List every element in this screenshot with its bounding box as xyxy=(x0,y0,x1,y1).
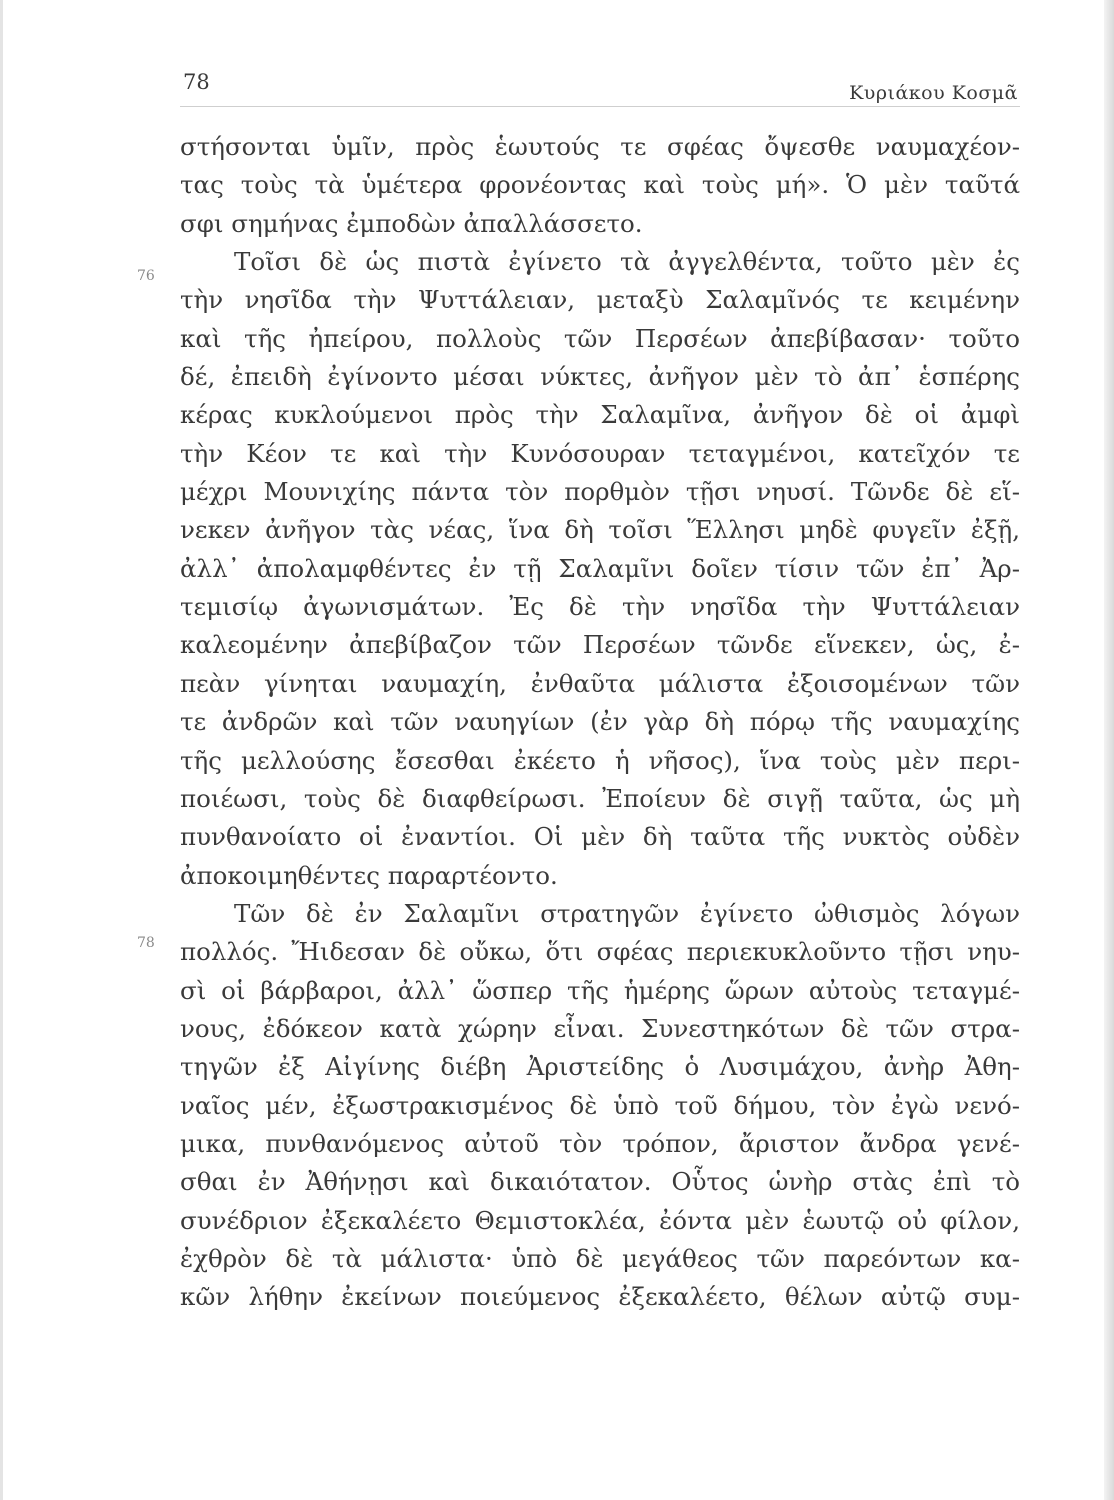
text-line: πολλός. Ἤιδεσαν δὲ οὔκω, ὅτι σφέας περιεκυκλοῦντο τῇσι νηυ- xyxy=(180,937,1020,967)
text-line: κέρας κυκλούμενοι πρὸς τὴν Σαλαμῖνα, ἀνῆγον δὲ οἱ ἀμφὶ xyxy=(180,400,1020,430)
text-line: νεκεν ἀνῆγον τὰς νέας, ἵνα δὴ τοῖσι Ἕλλησι μηδὲ φυγεῖν ἐξῇ, xyxy=(180,515,1020,545)
header-rule xyxy=(180,106,1020,107)
body-text xyxy=(180,128,1020,1317)
margin-section-number: 76 xyxy=(137,268,155,284)
text-line: πεὰν γίνηται ναυμαχίη, ἐνθαῦτα μάλιστα ἐξοισομένων τῶν xyxy=(180,668,1020,698)
text-line: σφι σημήνας ἐμποδὼν ἀπαλλάσσετο. xyxy=(180,208,643,238)
text-line: ἀλλ᾽ ἀπολαμφθέντες ἐν τῇ Σαλαμῖνι δοῖεν τίσιν τῶν ἐπ᾽ Ἀρ- xyxy=(180,553,1020,583)
text-line: σὶ οἱ βάρβαροι, ἀλλ᾽ ὥσπερ τῆς ἡμέρης ὥρων αὐτοὺς τεταγμέ- xyxy=(180,975,1020,1005)
text-line: δέ, ἐπειδὴ ἐγίνοντο μέσαι νύκτες, ἀνῆγον μὲν τὸ ἀπ᾽ ἑσπέρης xyxy=(180,362,1020,392)
scan-edge-left xyxy=(0,0,3,1500)
margin-section-number: 78 xyxy=(137,935,155,951)
text-line: μέχρι Μουνιχίης πάντα τὸν πορθμὸν τῇσι νηυσί. Τῶνδε δὲ εἵ- xyxy=(180,477,1020,507)
text-line: τηγῶν ἐξ Αἰγίνης διέβη Ἀριστείδης ὁ Λυσιμάχου, ἀνὴρ Ἀθη- xyxy=(180,1052,1020,1082)
text-line: τὴν Κέον τε καὶ τὴν Κυνόσουραν τεταγμένοι, κατεῖχόν τε xyxy=(180,438,1020,468)
page-number: 78 xyxy=(183,70,210,94)
running-title: Κυριάκου Κοσμᾶ xyxy=(849,82,1018,104)
text-line: τας τοὺς τὰ ὑμέτερα φρονέοντας καὶ τοὺς μή». Ὁ μὲν ταῦτά xyxy=(180,170,1020,200)
paragraph-start-line: Τοῖσι δὲ ὡς πιστὰ ἐγίνετο τὰ ἀγγελθέντα, τοῦτο μὲν ἐς xyxy=(234,247,1020,277)
text-line: τεμισίῳ ἀγωνισμάτων. Ἐς δὲ τὴν νησῖδα τὴν Ψυττάλειαν xyxy=(180,592,1020,622)
text-line: τῆς μελλούσης ἔσεσθαι ἐκέετο ἡ νῆσος), ἵνα τοὺς μὲν περι- xyxy=(180,745,1020,775)
text-line: συνέδριον ἐξεκαλέετο Θεμιστοκλέα, ἐόντα μὲν ἑωυτῷ οὐ φίλον, xyxy=(180,1205,1020,1235)
text-line: ἐχθρὸν δὲ τὰ μάλιστα· ὑπὸ δὲ μεγάθεος τῶν παρεόντων κα- xyxy=(180,1243,1020,1273)
text-line: ποιέωσι, τοὺς δὲ διαφθείρωσι. Ἐποίευν δὲ σιγῇ ταῦτα, ὡς μὴ xyxy=(180,783,1020,813)
text-line: κῶν λήθην ἐκείνων ποιεύμενος ἐξεκαλέετο, θέλων αὐτῷ συμ- xyxy=(180,1282,1020,1312)
text-line: μικα, πυνθανόμενος αὐτοῦ τὸν τρόπον, ἄριστον ἄνδρα γενέ- xyxy=(180,1128,1020,1158)
text-line: ἀποκοιμηθέντες παραρτέοντο. xyxy=(180,860,558,890)
text-line: τὴν νησῖδα τὴν Ψυττάλειαν, μεταξὺ Σαλαμῖνός τε κειμένην xyxy=(180,285,1020,315)
text-line: νους, ἐδόκεον κατὰ χώρην εἶναι. Συνεστηκότων δὲ τῶν στρα- xyxy=(180,1013,1020,1043)
text-line: πυνθανοίατο οἱ ἐναντίοι. Οἱ μὲν δὴ ταῦτα τῆς νυκτὸς οὐδὲν xyxy=(180,822,1020,852)
paragraph-start-line: Τῶν δὲ ἐν Σαλαμῖνι στρατηγῶν ἐγίνετο ὠθισμὸς λόγων xyxy=(234,898,1020,928)
text-line: τε ἀνδρῶν καὶ τῶν ναυηγίων (ἐν γὰρ δὴ πόρῳ τῆς ναυμαχίης xyxy=(180,707,1020,737)
text-line: σθαι ἐν Ἀθήνῃσι καὶ δικαιότατον. Οὗτος ὡνὴρ στὰς ἐπὶ τὸ xyxy=(180,1167,1020,1197)
scan-edge-right xyxy=(1104,0,1114,1500)
text-line: ναῖος μέν, ἐξωστρακισμένος δὲ ὑπὸ τοῦ δήμου, τὸν ἐγὼ νενό- xyxy=(180,1090,1020,1120)
text-line: στήσονται ὑμῖν, πρὸς ἑωυτούς τε σφέας ὄψεσθε ναυμαχέον- xyxy=(180,132,1020,161)
text-line: καλεομένην ἀπεβίβαζον τῶν Περσέων τῶνδε εἵνεκεν, ὡς, ἐ- xyxy=(180,630,1020,660)
text-line: καὶ τῆς ἠπείρου, πολλοὺς τῶν Περσέων ἀπεβίβασαν· τοῦτο xyxy=(180,323,1020,353)
